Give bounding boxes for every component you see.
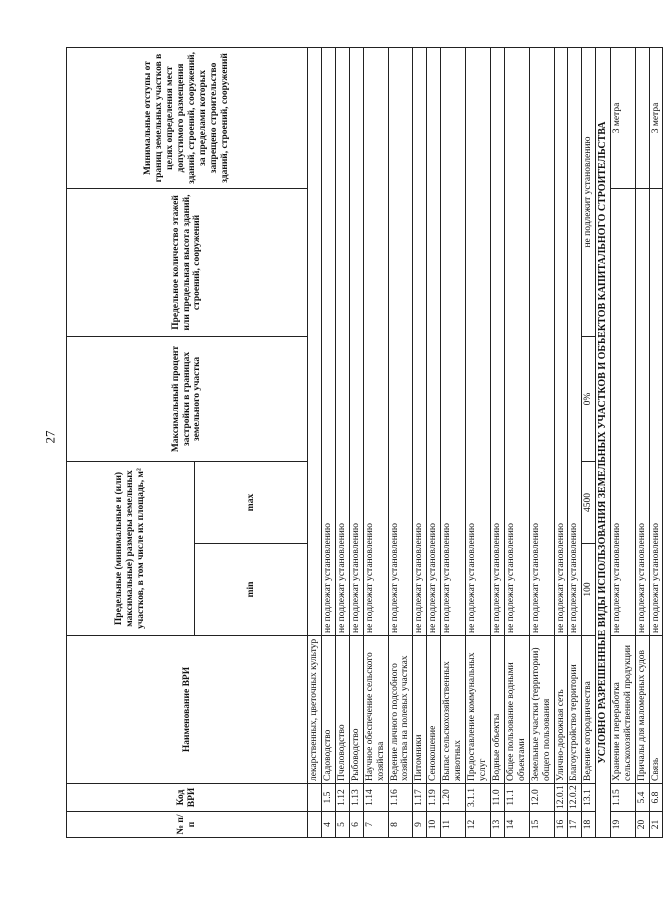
table-row (554, 48, 568, 838)
row-number: 6 (349, 812, 363, 838)
row-area-value: не подлежат установлению (441, 48, 466, 636)
row-code: 3.1.1 (466, 784, 491, 812)
table-row (582, 48, 596, 838)
row-code: 12.0.2 (568, 784, 582, 812)
table-row (504, 48, 529, 838)
row-code: 1.5 (321, 784, 335, 812)
table-row (649, 48, 663, 838)
row-area-value: не подлежат установлению (413, 48, 427, 636)
row-code: 12.0.1 (554, 784, 568, 812)
row-setback (635, 48, 649, 189)
row-area-value: не подлежат установлению (635, 189, 649, 636)
row-setback: 3 метра (610, 48, 635, 189)
row-name: Благоустройство территории (568, 636, 582, 784)
row-floors-setback: не подлежит установлению (582, 48, 596, 337)
row-area-value: не подлежат установлению (504, 48, 529, 636)
row-area-value: не подлежат установлению (490, 48, 504, 636)
row-code: 11.1 (504, 784, 529, 812)
row-name: Ведение огородничества (582, 636, 596, 784)
row-code: 13.1 (582, 784, 596, 812)
row-area-value: не подлежат установлению (427, 48, 441, 636)
row-code: 11.0 (490, 784, 504, 812)
header-area: Предельные (минимальные и (или) максимальные) размеры земельных участков, в том числе их площадь, м² (67, 462, 195, 636)
row-area-value: не подлежат установлению (649, 189, 663, 636)
row-number: 9 (413, 812, 427, 838)
row-name: Улично-дорожная сеть (554, 636, 568, 784)
row-area-value: не подлежат установлению (349, 48, 363, 636)
row-area-value: не подлежат установлению (554, 48, 568, 636)
section-title: УСЛОВНО РАЗРЕШЕННЫЕ ВИДЫ ИСПОЛЬЗОВАНИЯ ЗЕМЕЛЬНЫХ УЧАСТКОВ И ОБЪЕКТОВ КАПИТАЛЬНОГО СТРОИТЕЛЬСТВА (596, 48, 611, 838)
row-number: 19 (610, 812, 635, 838)
row-name: Связь (649, 636, 663, 784)
row-number: 8 (388, 812, 413, 838)
row-name: Предоставление коммунальных услуг (466, 636, 491, 784)
row-name: Ведение личного подсобного хозяйства на полевых участках (388, 636, 413, 784)
header-max: max (195, 462, 308, 544)
header-floors: Предельное количество этажей или предельная высота зданий, строений, сооружений (67, 189, 308, 337)
table-row (321, 48, 335, 838)
row-code: 1.13 (349, 784, 363, 812)
table-row (335, 48, 349, 838)
row-number: 11 (441, 812, 466, 838)
row-code: 6.8 (649, 784, 663, 812)
row-name: Причалы для маломерных судов (635, 636, 649, 784)
header-num: № п/п (67, 812, 308, 838)
row-code: 1.15 (610, 784, 635, 812)
row-code: 1.20 (441, 784, 466, 812)
table-row (427, 48, 441, 838)
row-min-area: 100 (582, 544, 596, 636)
row-number: 12 (466, 812, 491, 838)
row-number: 5 (335, 812, 349, 838)
row-number: 15 (529, 812, 554, 838)
row-area-value: не подлежат установлению (388, 48, 413, 636)
table-row (441, 48, 466, 838)
table-row (388, 48, 413, 838)
row-number: 18 (582, 812, 596, 838)
row-code: 1.19 (427, 784, 441, 812)
table-row (610, 48, 635, 838)
row-number: 14 (504, 812, 529, 838)
row-name: Сенокошение (427, 636, 441, 784)
table-row (466, 48, 491, 838)
zoning-table (66, 47, 663, 838)
header-name: Наименование ВРИ (67, 636, 308, 784)
row-name: Земельные участки (территории) общего пользования (529, 636, 554, 784)
zoning-table-rotated (66, 48, 661, 838)
row-number: 20 (635, 812, 649, 838)
row-number (308, 812, 322, 838)
header-code: Код ВРИ (67, 784, 308, 812)
table-row (363, 48, 388, 838)
row-code: 12.0 (529, 784, 554, 812)
header-min: min (195, 544, 308, 636)
row-name: Хранение и переработка сельскохозяйственной продукции (610, 636, 635, 784)
row-code: 1.12 (335, 784, 349, 812)
row-setback: 3 метра (649, 48, 663, 189)
section-heading-row (596, 48, 611, 838)
row-number: 17 (568, 812, 582, 838)
row-area-value: не подлежат установлению (335, 48, 349, 636)
row-area-value: не подлежат установлению (610, 189, 635, 636)
row-name: Питомники (413, 636, 427, 784)
row-code: 1.17 (413, 784, 427, 812)
row-code: 1.14 (363, 784, 388, 812)
table-row (529, 48, 554, 838)
row-percent: 0% (582, 337, 596, 462)
row-name: Научное обеспечение сельского хозяйства (363, 636, 388, 784)
row-number: 16 (554, 812, 568, 838)
row-area-value: не подлежат установлению (466, 48, 491, 636)
table-row (308, 48, 322, 838)
row-name: Рыбоводство (349, 636, 363, 784)
row-name: лекарственных, цветочных культур (308, 636, 322, 784)
row-number: 13 (490, 812, 504, 838)
row-area-value: не подлежат установлению (529, 48, 554, 636)
row-name: Общее пользование водными объектами (504, 636, 529, 784)
row-number: 10 (427, 812, 441, 838)
row-code: 5.4 (635, 784, 649, 812)
row-number: 21 (649, 812, 663, 838)
row-area-value (308, 48, 322, 636)
row-area-value: не подлежат установлению (568, 48, 582, 636)
row-number: 7 (363, 812, 388, 838)
table-row (635, 48, 649, 838)
row-area-value: не подлежат установлению (363, 48, 388, 636)
row-name: Выпас сельскохозяйственных животных (441, 636, 466, 784)
row-area-value: не подлежат установлению (321, 48, 335, 636)
row-name: Садоводство (321, 636, 335, 784)
row-code: 1.16 (388, 784, 413, 812)
header-percent: Максимальный процент застройки в границах земельного участка (67, 337, 308, 462)
header-setback: Минимальные отступы от границ земельных участков в целях определения мест допустимого размещения зданий, строений, сооружений, за пределами которых запрещено строительство зданий, строений, сооружений (67, 48, 308, 189)
row-name: Водные объекты (490, 636, 504, 784)
table-row (568, 48, 582, 838)
table-row (490, 48, 504, 838)
table-row (413, 48, 427, 838)
row-max-area: 4500 (582, 462, 596, 544)
row-number: 4 (321, 812, 335, 838)
page-number: 27 (42, 430, 57, 444)
row-code (308, 784, 322, 812)
row-name: Пчеловодство (335, 636, 349, 784)
table-row (349, 48, 363, 838)
